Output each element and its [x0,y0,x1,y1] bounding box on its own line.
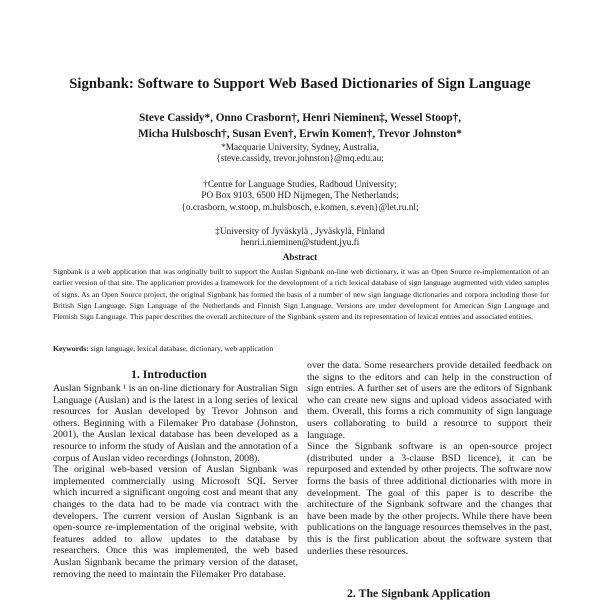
abstract-heading: Abstract [282,253,318,263]
affiliation-radboud [0,180,600,214]
left-column [53,383,298,580]
author-list [0,110,600,142]
author-line-2: Micha Hulsbosch†, Susan Even†, Erwin Komen†, Trevor Johnston* [138,128,462,140]
paragraph: Since the Signbank software is an open-source project (distributed under a 3-clause BSD licence), it can be repurposed and extended by other projects. The software now forms the basis of three additional dictionaries with more in development. The goal of this paper is to describe the architecture of the Signbank software and the changes that have been made by the other projects. While there have been publications on the language resources themselves in the past, this is the first publication about the software system that underlies these resources. [307,441,552,557]
paragraph: Auslan Signbank ¹ is an on-line dictionary for Australian Sign Language (Auslan) and is the latest in a long series of lexical resources for Auslan developed by Trevor Johnson and others. Beginning with a Filemaker Pro database (Johnston, 2001), the Auslan lexical database has been developed as a resource to inform the study of Auslan and the annotation of a corpus of Auslan video recordings (Johnston, 2008). [53,383,298,464]
affiliation-email: {o.crasborn, w.stoop, m.hulsbosch, e.komen, s.even}@let.ru.nl; [181,202,419,213]
section-heading-application: 2. The Signbank Application [347,586,491,600]
keywords-line [53,344,549,353]
keywords-label: Keywords: [53,344,89,353]
paragraph: over the data. Some researchers provide detailed feedback on the signs to the editors and can help in the construction of sign entries. A further set of users are the editors of Signbank who can create new signs and upload videos associated with them. Overall, this forms a rich community of sign language users collaborating to build a resource to support their language. [307,360,552,441]
affiliation-line: †Centre for Language Studies, Radboud University; [203,180,397,190]
paper-title: Signbank: Software to Support Web Based Dictionaries of Sign Language [69,76,531,92]
affiliation-line: *Macquarie University, Sydney, Australia, [221,143,379,153]
author-line-1: Steve Cassidy*, Onno Crasborn†, Henri Nieminen‡, Wessel Stoop†, [138,112,462,124]
keywords-text: sign language, lexical database, dictionary, web application [90,344,274,353]
paragraph: The original web-based version of Auslan Signbank was implemented commercially using Microsoft SQL Server which incurred a significant ongoing cost and meant that any changes to the data had to be made via contract with the developers. The current version of Auslan Signbank is an open-source re-implementation of the original website, with features added to allow updates to the database by researchers. Once this was implemented, the web based Auslan Signbank became the primary version of the dataset, removing the need to maintain the Filemaker Pro database. [53,464,298,580]
affiliation-email: {steve.cassidy, trevor.johnston}@mq.edu.au; [216,154,384,165]
affiliation-macquarie [0,143,600,166]
section-heading-introduction: 1. Introduction [131,367,207,381]
affiliation-email: henri.i.nieminen@student.jyu.fi [240,238,360,249]
right-column [307,360,552,557]
affiliation-address: PO Box 9103, 6500 HD Nijmegen, The Netherlands; [201,191,399,202]
affiliation-line: ‡University of Jyväskylä , Jyväskylä, Finland [215,227,385,237]
abstract-text: Signbank is a web application that was originally built to support the Auslan Signbank on-line web dictionary, it was an Open Source re-implementation of an earlier version of that site. The application provides a framework for the development of a rich lexical database of sign language augmented with video samples of signs. As an Open Source project, the original Signbank has formed the basis of a number of new sign language dictionaries and corpora including those for British Sign Language, Sign Language of the Netherlands and Finnish Sign Language. Versions are under development for American Sign Language and Flemish Sign Language. This paper describes the overall architecture of the Signbank system and its representation of lexical entries and associated entities. [53,267,549,322]
affiliation-jyvaskyla [0,227,600,250]
